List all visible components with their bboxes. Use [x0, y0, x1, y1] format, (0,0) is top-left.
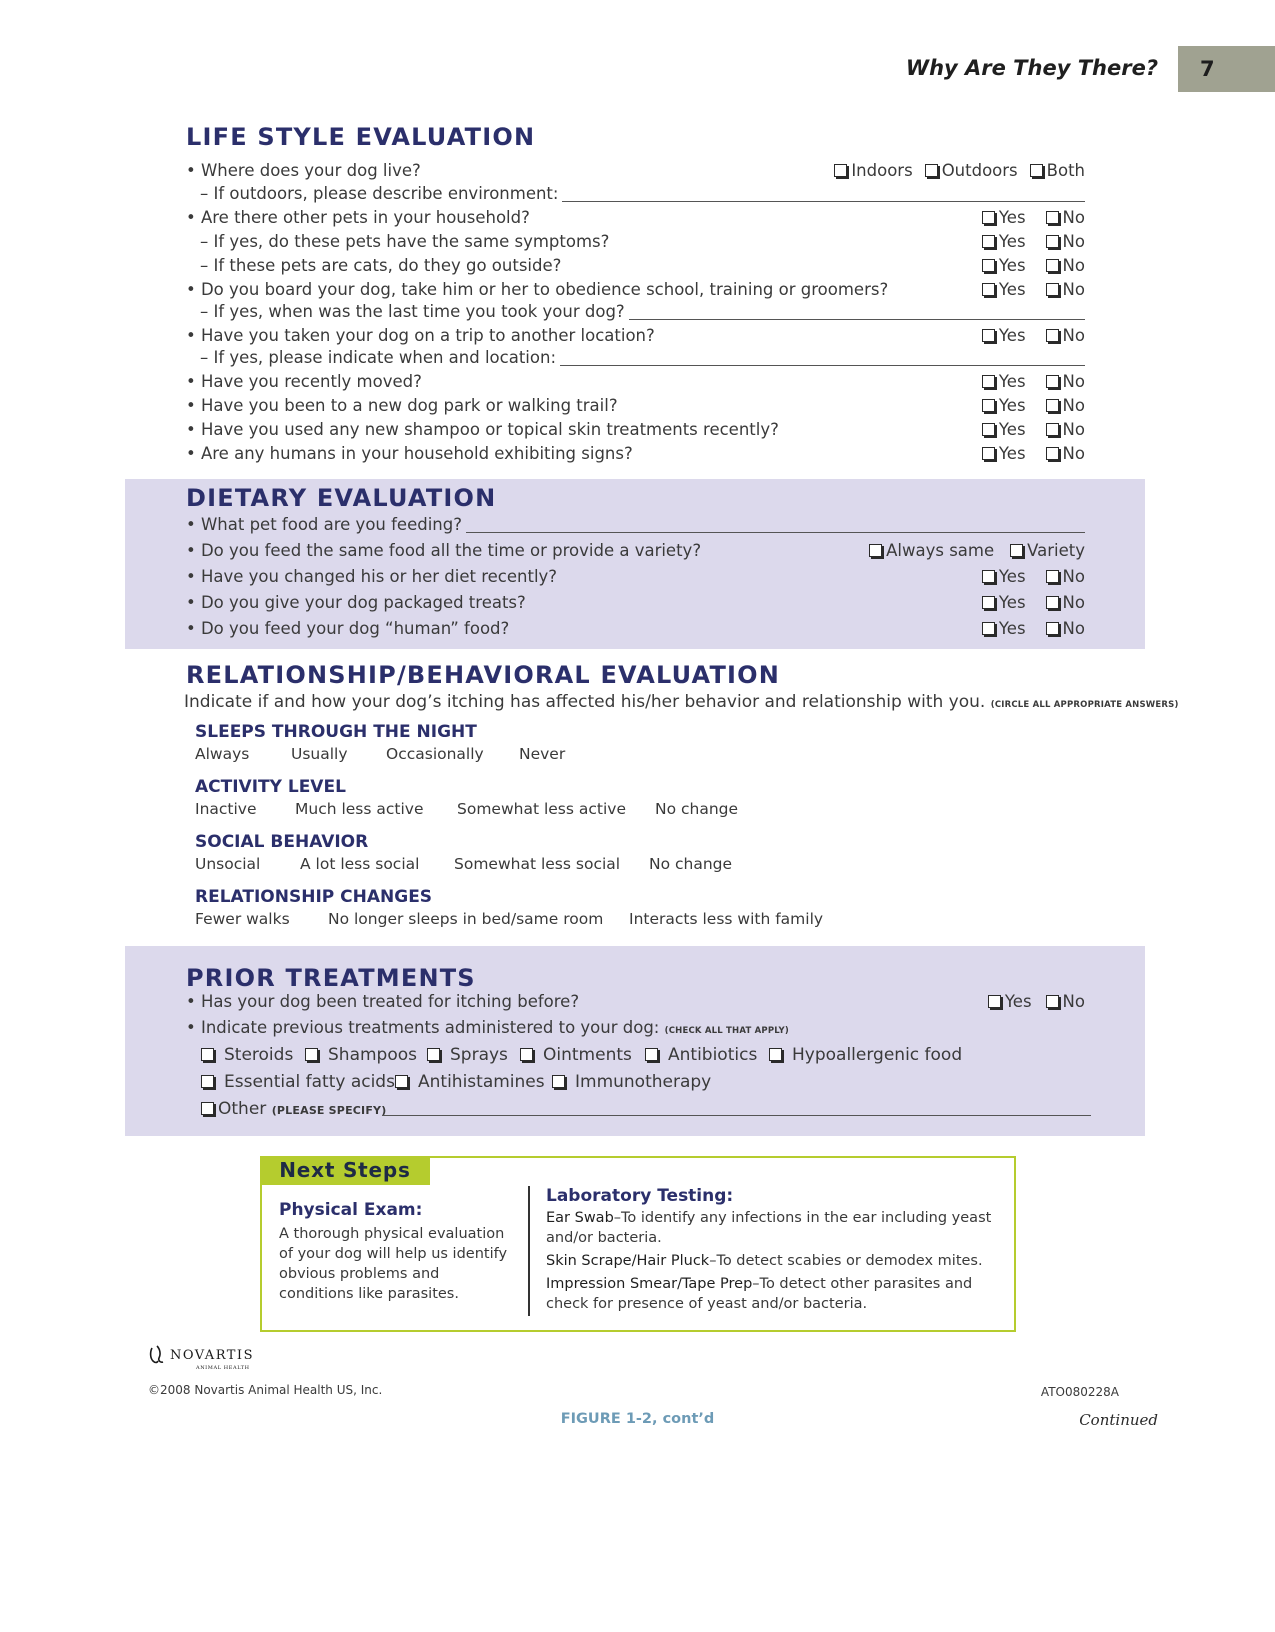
- behavior-answer[interactable]: Occasionally: [386, 745, 484, 763]
- checkbox-option[interactable]: [1046, 232, 1085, 251]
- checkbox-icon[interactable]: [982, 211, 995, 224]
- option-label: Yes: [998, 256, 1026, 275]
- checkbox-icon[interactable]: [869, 544, 882, 557]
- treatment-option[interactable]: [520, 1045, 632, 1065]
- treatments-other-row: [201, 1099, 1091, 1123]
- checkbox-option[interactable]: [982, 444, 1026, 463]
- question-text: • What pet food are you feeding?: [186, 515, 462, 534]
- checkbox-icon[interactable]: [982, 329, 995, 342]
- treatment-label: Antihistamines: [418, 1072, 545, 1092]
- option-label: Yes: [1004, 992, 1032, 1011]
- treatments-question-row: [186, 1018, 1085, 1041]
- checkbox-icon[interactable]: [201, 1075, 214, 1088]
- running-title: Why Are They There?: [905, 56, 1158, 80]
- intro-text: Indicate if and how your dog’s itching has affected his/her behavior and relationship with you.: [184, 692, 986, 712]
- checkbox-option[interactable]: [1046, 280, 1085, 299]
- page-number: 7: [1178, 46, 1275, 92]
- lifestyle-question-row: [186, 396, 1085, 419]
- prior-options: [974, 992, 1085, 1011]
- option-label: No: [1062, 420, 1085, 439]
- checkbox-icon[interactable]: [982, 447, 995, 460]
- question-text: – If yes, please indicate when and location:: [200, 348, 556, 367]
- checkbox-icon[interactable]: [1030, 164, 1043, 177]
- checkbox-icon[interactable]: [982, 570, 995, 583]
- lifestyle-question-row: [186, 232, 1085, 255]
- treatment-option[interactable]: [201, 1045, 293, 1065]
- behavior-group-title: RELATIONSHIP CHANGES: [195, 887, 433, 907]
- option-label: No: [1062, 396, 1085, 415]
- checkbox-icon[interactable]: [201, 1048, 214, 1061]
- lab-term: Impression Smear/Tape Prep: [546, 1276, 753, 1292]
- checkbox-option[interactable]: [982, 326, 1026, 345]
- answer-options: [834, 161, 1085, 180]
- relationship-heading: RELATIONSHIP/BEHAVIORAL EVALUATION: [186, 661, 781, 689]
- treatment-label: Sprays: [450, 1045, 508, 1065]
- answer-options: [982, 444, 1085, 463]
- question-text: – If these pets are cats, do they go outside?: [200, 256, 562, 275]
- checkbox-icon[interactable]: [982, 283, 995, 296]
- checkbox-option[interactable]: [201, 1099, 386, 1119]
- lifestyle-question-row: [186, 302, 1085, 325]
- laboratory-testing-heading: Laboratory Testing:: [546, 1186, 734, 1206]
- behavior-answer[interactable]: Inactive: [195, 800, 257, 818]
- treatment-option[interactable]: [395, 1072, 545, 1092]
- behavior-answers: [195, 800, 895, 822]
- checkbox-option[interactable]: [1046, 593, 1085, 612]
- checkbox-icon[interactable]: [427, 1048, 440, 1061]
- option-label: No: [1062, 208, 1085, 227]
- checkbox-icon[interactable]: [1010, 544, 1023, 557]
- option-label: Yes: [998, 619, 1026, 638]
- behavior-answer[interactable]: Fewer walks: [195, 910, 290, 928]
- option-label: No: [1062, 280, 1085, 299]
- logo-subline: ANIMAL HEALTH: [196, 1365, 250, 1371]
- intro-note: (CIRCLE ALL APPROPRIATE ANSWERS): [990, 700, 1179, 710]
- question-text: • Have you taken your dog on a trip to another location?: [186, 326, 655, 345]
- treatment-option[interactable]: [201, 1072, 395, 1092]
- question-text: • Have you changed his or her diet recently?: [186, 567, 558, 586]
- option-label: Yes: [998, 280, 1026, 299]
- treatment-label: Antibiotics: [668, 1045, 758, 1065]
- option-label: No: [1062, 619, 1085, 638]
- checkbox-icon[interactable]: [1046, 995, 1059, 1008]
- lifestyle-question-row: [186, 444, 1085, 467]
- lab-desc: –To detect other parasites and check for presence of yeast and/or bacteria.: [546, 1276, 973, 1312]
- question-text: • Have you recently moved?: [186, 372, 422, 391]
- dietary-question-row: [186, 515, 1085, 538]
- prior-question-row: [186, 992, 1085, 1015]
- answer-options: [982, 619, 1085, 638]
- treatment-label: Ointments: [543, 1045, 632, 1065]
- behavior-answer[interactable]: Somewhat less active: [457, 800, 626, 818]
- physical-exam-text: A thorough physical evaluation of your dog will help us identify obvious problems and conditions like parasites.: [279, 1226, 508, 1302]
- copyright: ©2008 Novartis Animal Health US, Inc.: [148, 1383, 383, 1397]
- checkbox-icon[interactable]: [201, 1102, 214, 1115]
- checkbox-icon[interactable]: [982, 235, 995, 248]
- question-text: • Do you feed the same food all the time or provide a variety?: [186, 541, 702, 560]
- treatment-label: Hypoallergenic food: [792, 1045, 963, 1065]
- treatments-question: [186, 1018, 789, 1037]
- checkbox-option[interactable]: [988, 992, 1032, 1011]
- option-label: No: [1062, 593, 1085, 612]
- behavior-answer[interactable]: Always: [195, 745, 250, 763]
- lifestyle-question-row: [186, 208, 1085, 231]
- behavior-group-title: SLEEPS THROUGH THE NIGHT: [195, 722, 477, 742]
- lab-term: Skin Scrape/Hair Pluck: [546, 1253, 710, 1269]
- answer-line[interactable]: [629, 319, 1085, 320]
- relationship-intro: [184, 692, 1179, 712]
- option-label: Both: [1046, 161, 1085, 180]
- behavior-group-title: ACTIVITY LEVEL: [195, 777, 346, 797]
- checkbox-icon[interactable]: [645, 1048, 658, 1061]
- treatment-label: Immunotherapy: [575, 1072, 712, 1092]
- behavior-answer[interactable]: Usually: [291, 745, 348, 763]
- treatments-row-1: [201, 1045, 961, 1069]
- answer-options: [982, 280, 1085, 299]
- question-text: • Do you board your dog, take him or her to obedience school, training or groomers?: [186, 280, 889, 299]
- checkbox-option[interactable]: [1046, 396, 1085, 415]
- behavior-answer[interactable]: Much less active: [295, 800, 424, 818]
- checkbox-icon[interactable]: [1046, 399, 1059, 412]
- question-text: • Have you been to a new dog park or walking trail?: [186, 396, 618, 415]
- question-text: • Do you give your dog packaged treats?: [186, 593, 526, 612]
- treatments-question-text: • Indicate previous treatments administered to your dog:: [186, 1018, 660, 1037]
- checkbox-icon[interactable]: [1046, 259, 1059, 272]
- option-label: No: [1062, 256, 1085, 275]
- answer-line[interactable]: [562, 201, 1085, 202]
- checkbox-option[interactable]: [982, 567, 1026, 586]
- checkbox-option[interactable]: [1046, 992, 1085, 1011]
- checkbox-option[interactable]: [982, 256, 1026, 275]
- checkbox-icon[interactable]: [305, 1048, 318, 1061]
- behavior-answers: [195, 855, 895, 877]
- checkbox-option[interactable]: [982, 232, 1026, 251]
- checkbox-option[interactable]: [1046, 619, 1085, 638]
- checkbox-option[interactable]: [869, 541, 994, 560]
- answer-line[interactable]: [466, 532, 1085, 533]
- behavior-answer[interactable]: Somewhat less social: [454, 855, 621, 873]
- answer-options: [982, 232, 1085, 251]
- lifestyle-question-row: [186, 161, 1085, 184]
- treatments-row-2: [201, 1072, 961, 1096]
- checkbox-icon[interactable]: [982, 375, 995, 388]
- option-label: Yes: [998, 593, 1026, 612]
- question-text: • Where does your dog live?: [186, 161, 421, 180]
- treatment-option[interactable]: [552, 1072, 711, 1092]
- checkbox-icon[interactable]: [769, 1048, 782, 1061]
- answer-options: [982, 396, 1085, 415]
- checkbox-option[interactable]: [1046, 372, 1085, 391]
- checkbox-option[interactable]: [982, 396, 1026, 415]
- lifestyle-question-row: [186, 420, 1085, 443]
- lab-item: [546, 1208, 1002, 1248]
- lifestyle-question-row: [186, 280, 1085, 303]
- figure-caption: FIGURE 1-2, cont’d: [560, 1411, 715, 1427]
- answer-options: [982, 256, 1085, 275]
- checkbox-icon[interactable]: [982, 423, 995, 436]
- dietary-question-row: [186, 541, 1085, 564]
- answer-options: [982, 593, 1085, 612]
- behavior-answer[interactable]: No change: [655, 800, 739, 818]
- next-steps-tab: Next Steps: [260, 1156, 430, 1185]
- behavior-group-title: SOCIAL BEHAVIOR: [195, 832, 369, 852]
- behavior-answer[interactable]: Interacts less with family: [629, 910, 824, 928]
- lab-term: Ear Swab: [546, 1210, 614, 1226]
- logo-wordmark: NOVARTIS: [170, 1348, 254, 1363]
- physical-exam: [279, 1200, 509, 1304]
- checkbox-icon[interactable]: [1046, 235, 1059, 248]
- option-label: Yes: [998, 420, 1026, 439]
- option-label: No: [1062, 992, 1085, 1011]
- checkbox-option[interactable]: [1046, 326, 1085, 345]
- treatments-note: (CHECK ALL THAT APPLY): [664, 1026, 789, 1036]
- treatment-option[interactable]: [769, 1045, 962, 1065]
- behavior-answer[interactable]: No change: [649, 855, 733, 873]
- answer-options: [982, 567, 1085, 586]
- answer-options: [982, 420, 1085, 439]
- continued-label: Continued: [1079, 1411, 1158, 1429]
- option-label: Outdoors: [941, 161, 1018, 180]
- lifestyle-question-row: [186, 184, 1085, 207]
- answer-options: [982, 372, 1085, 391]
- behavior-answer[interactable]: A lot less social: [300, 855, 420, 873]
- checkbox-icon[interactable]: [1046, 375, 1059, 388]
- lab-desc: –To detect scabies or demodex mites.: [709, 1253, 983, 1269]
- option-label: Indoors: [851, 161, 913, 180]
- lab-item: [546, 1251, 1002, 1271]
- option-label: Yes: [998, 232, 1026, 251]
- treatment-label: Essential fatty acids: [224, 1072, 395, 1092]
- question-text: – If outdoors, please describe environment:: [200, 184, 559, 203]
- treatment-option[interactable]: [305, 1045, 417, 1065]
- checkbox-option[interactable]: [1030, 161, 1085, 180]
- option-label: No: [1062, 372, 1085, 391]
- option-label: Yes: [998, 396, 1026, 415]
- checkbox-icon[interactable]: [834, 164, 847, 177]
- checkbox-option[interactable]: [1010, 541, 1085, 560]
- option-label: No: [1062, 567, 1085, 586]
- checkbox-option[interactable]: [1046, 208, 1085, 227]
- treatment-option[interactable]: [427, 1045, 508, 1065]
- checkbox-icon[interactable]: [520, 1048, 533, 1061]
- checkbox-icon[interactable]: [1046, 596, 1059, 609]
- dietary-question-row: [186, 593, 1085, 616]
- option-label: Yes: [998, 444, 1026, 463]
- question-text: – If yes, when was the last time you took your dog?: [200, 302, 625, 321]
- treatment-label: Steroids: [224, 1045, 294, 1065]
- checkbox-option[interactable]: [1046, 420, 1085, 439]
- checkbox-option[interactable]: [982, 372, 1026, 391]
- checkbox-icon[interactable]: [1046, 329, 1059, 342]
- other-specify-line[interactable]: [382, 1115, 1091, 1116]
- question-text: – If yes, do these pets have the same symptoms?: [200, 232, 610, 251]
- checkbox-option[interactable]: [1046, 256, 1085, 275]
- behavior-answers: [195, 745, 895, 767]
- checkbox-option[interactable]: [982, 420, 1026, 439]
- checkbox-option[interactable]: [1046, 567, 1085, 586]
- lifestyle-question-row: [186, 372, 1085, 395]
- other-label: Other: [218, 1099, 267, 1119]
- question-text: • Do you feed your dog “human” food?: [186, 619, 510, 638]
- prior-heading: PRIOR TREATMENTS: [186, 964, 476, 992]
- behavior-answer[interactable]: No longer sleeps in bed/same room: [328, 910, 604, 928]
- option-label: Variety: [1027, 541, 1085, 560]
- lifestyle-question-row: [186, 326, 1085, 349]
- option-label: Yes: [998, 567, 1026, 586]
- behavior-answer[interactable]: Never: [519, 745, 566, 763]
- checkbox-icon[interactable]: [552, 1075, 565, 1088]
- checkbox-icon[interactable]: [982, 259, 995, 272]
- dietary-heading: DIETARY EVALUATION: [186, 484, 497, 512]
- checkbox-icon[interactable]: [1046, 423, 1059, 436]
- lifestyle-heading: LIFE STYLE EVALUATION: [186, 123, 536, 151]
- checkbox-icon[interactable]: [982, 596, 995, 609]
- treatment-label: Shampoos: [328, 1045, 417, 1065]
- dietary-question-row: [186, 619, 1085, 642]
- answer-options: [982, 326, 1085, 345]
- dietary-question-row: [186, 567, 1085, 590]
- option-label: No: [1062, 326, 1085, 345]
- treatment-option[interactable]: [645, 1045, 757, 1065]
- option-label: Yes: [998, 326, 1026, 345]
- checkbox-option[interactable]: [982, 280, 1026, 299]
- other-note: (PLEASE SPECIFY): [271, 1104, 387, 1117]
- lifestyle-question-row: [186, 348, 1085, 371]
- question-text: • Are there other pets in your household?: [186, 208, 530, 227]
- option-label: Yes: [998, 372, 1026, 391]
- checkbox-icon[interactable]: [925, 164, 938, 177]
- option-label: No: [1062, 444, 1085, 463]
- checkbox-option[interactable]: [925, 161, 1018, 180]
- checkbox-icon[interactable]: [1046, 570, 1059, 583]
- checkbox-icon[interactable]: [982, 399, 995, 412]
- lab-item: [546, 1274, 1002, 1314]
- behavior-answers: [195, 910, 895, 932]
- checkbox-icon[interactable]: [988, 995, 1001, 1008]
- lab-desc: –To identify any infections in the ear including yeast and/or bacteria.: [546, 1210, 992, 1246]
- checkbox-icon[interactable]: [982, 622, 995, 635]
- prior-question: • Has your dog been treated for itching before?: [186, 992, 580, 1011]
- question-text: • Have you used any new shampoo or topical skin treatments recently?: [186, 420, 779, 439]
- option-label: Yes: [998, 208, 1026, 227]
- checkbox-option[interactable]: [834, 161, 912, 180]
- logo-flame-icon: [148, 1344, 166, 1366]
- checkbox-icon[interactable]: [1046, 211, 1059, 224]
- checkbox-option[interactable]: [982, 208, 1026, 227]
- checkbox-icon[interactable]: [1046, 622, 1059, 635]
- checkbox-option[interactable]: [1046, 444, 1085, 463]
- answer-options: [869, 541, 1085, 560]
- checkbox-icon[interactable]: [1046, 283, 1059, 296]
- next-steps-divider: [528, 1186, 530, 1316]
- option-label: Always same: [886, 541, 995, 560]
- answer-line[interactable]: [560, 365, 1085, 366]
- lifestyle-question-row: [186, 256, 1085, 279]
- checkbox-option[interactable]: [982, 593, 1026, 612]
- behavior-answer[interactable]: Unsocial: [195, 855, 261, 873]
- document-code: ATO080228A: [1040, 1385, 1119, 1399]
- answer-options: [982, 208, 1085, 227]
- checkbox-icon[interactable]: [395, 1075, 408, 1088]
- question-text: • Are any humans in your household exhibiting signs?: [186, 444, 633, 463]
- option-label: No: [1062, 232, 1085, 251]
- checkbox-option[interactable]: [982, 619, 1026, 638]
- laboratory-testing: [546, 1186, 1002, 1314]
- checkbox-icon[interactable]: [1046, 447, 1059, 460]
- physical-exam-heading: Physical Exam:: [279, 1200, 423, 1220]
